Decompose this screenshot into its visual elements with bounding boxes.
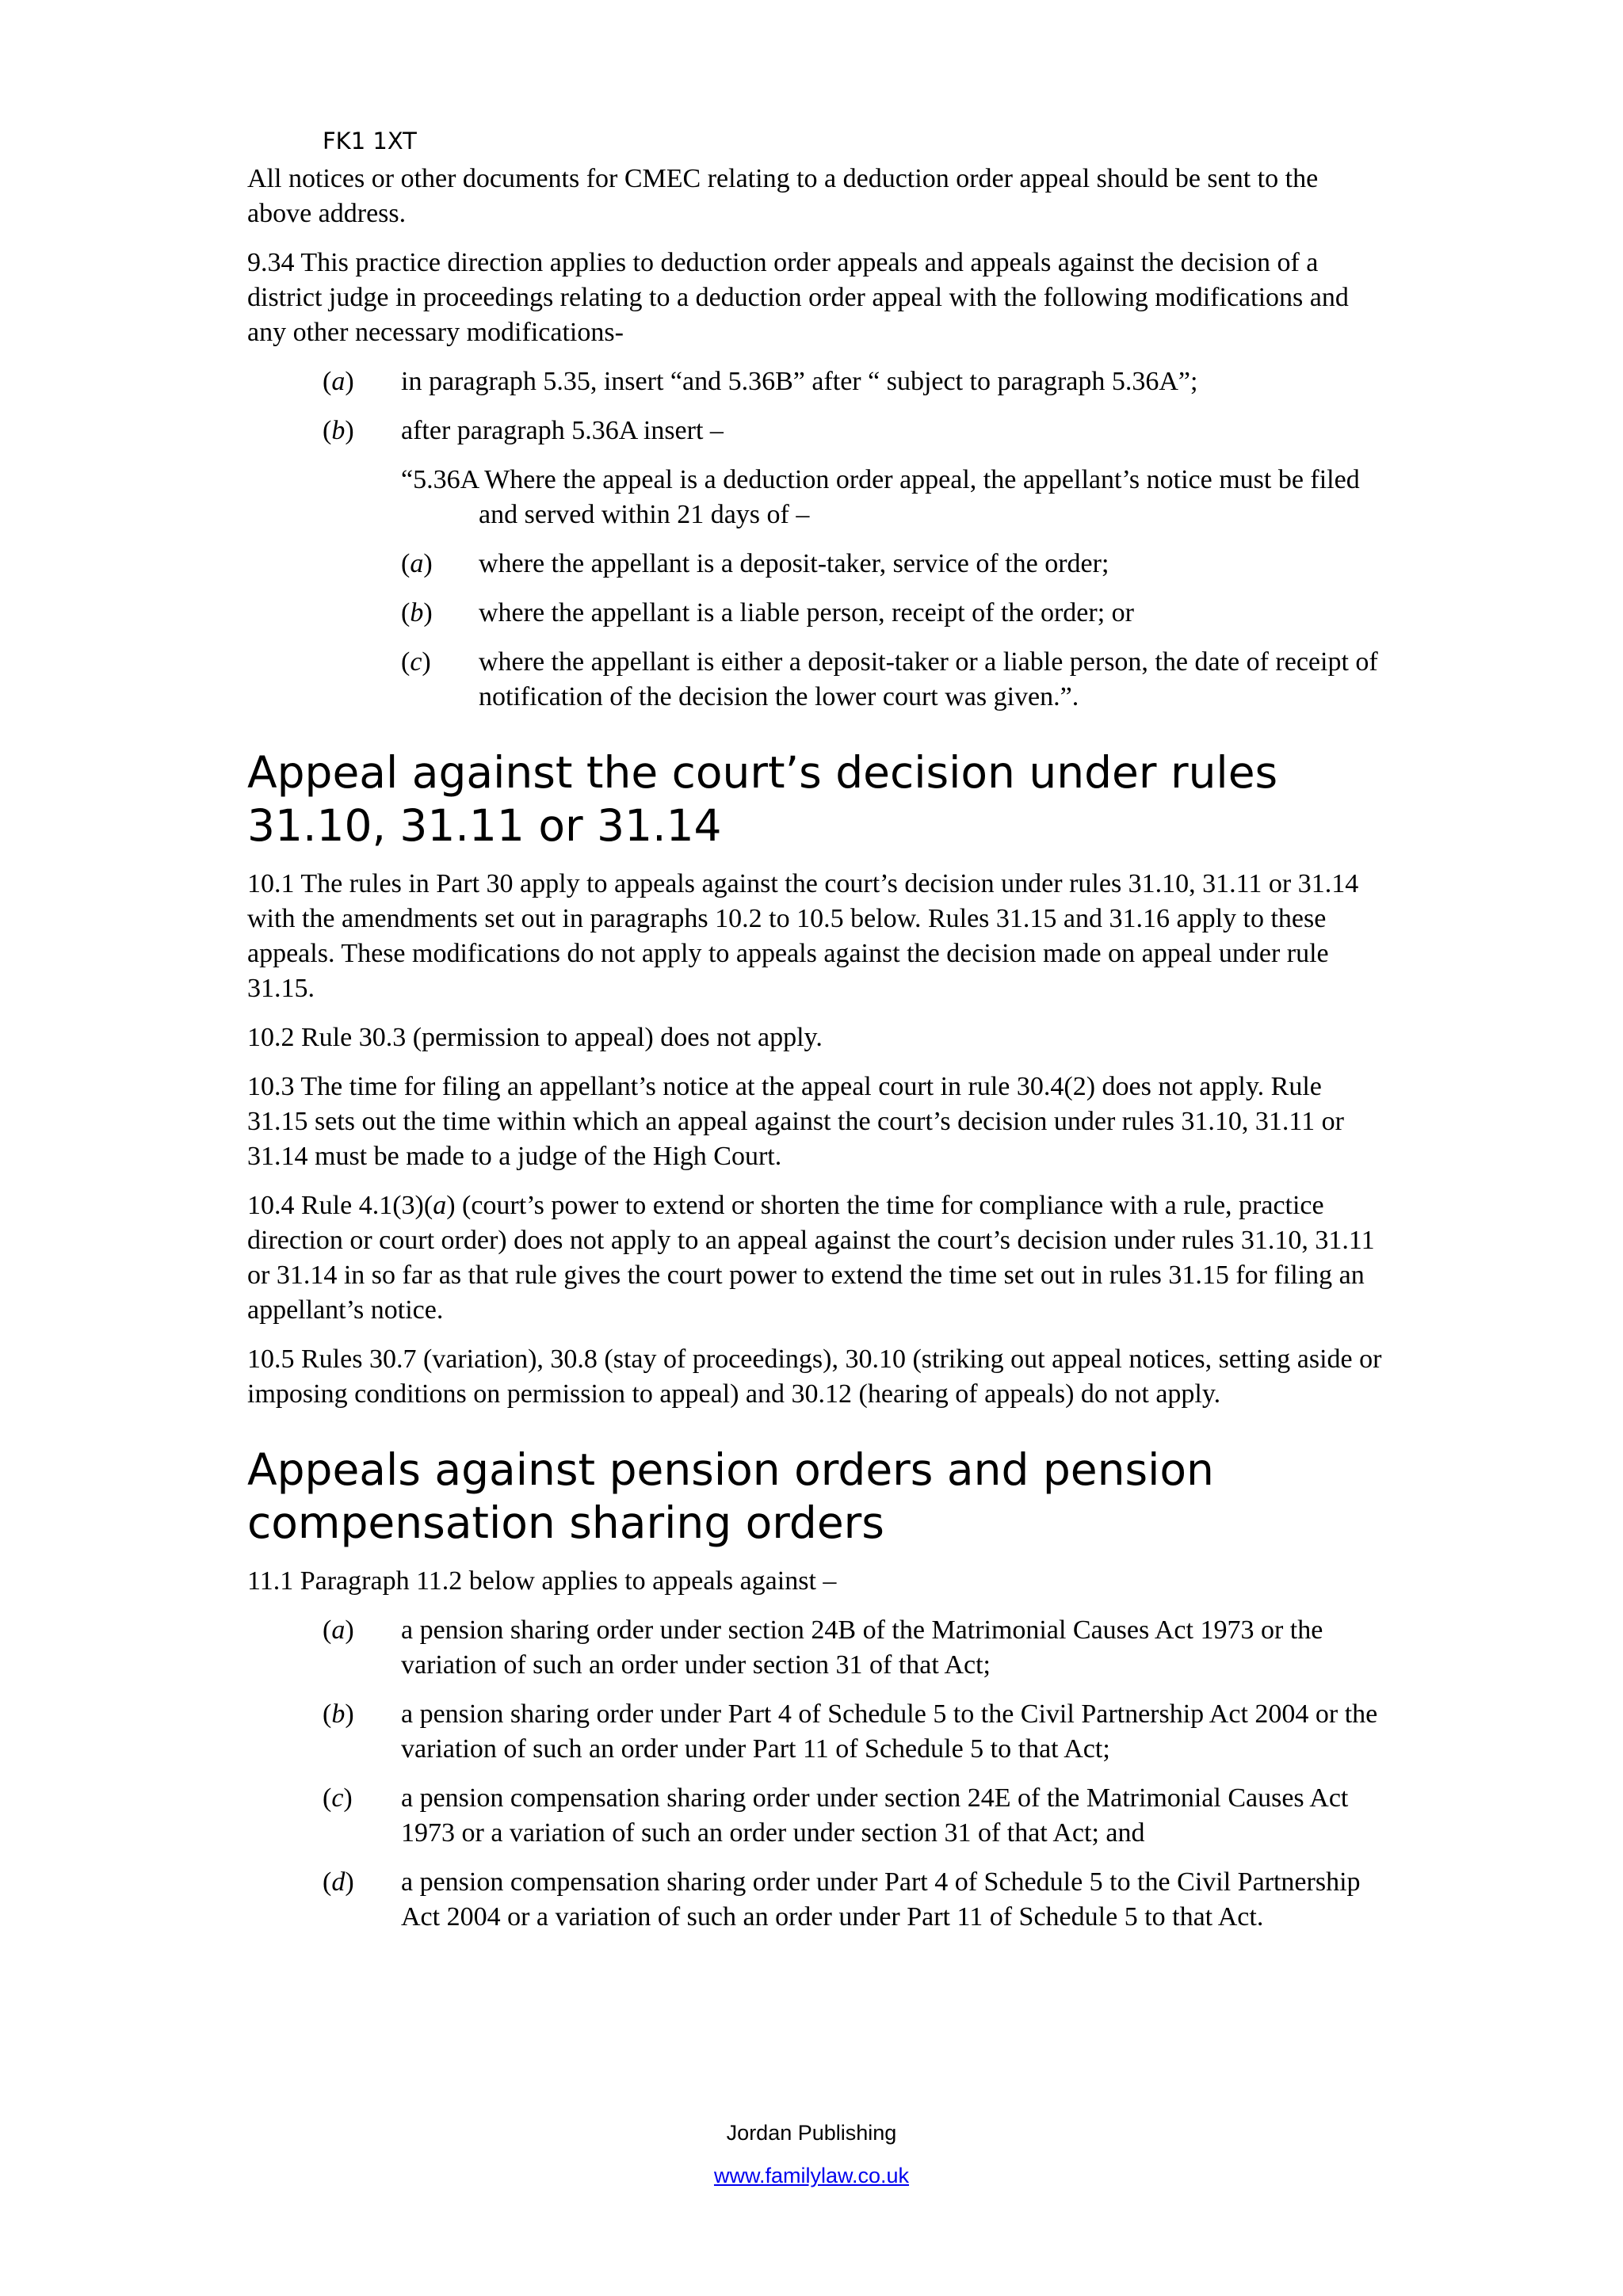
list-item-text: where the appellant is a deposit-taker, service of the order; — [479, 549, 1109, 578]
list-item — [247, 1697, 1388, 1767]
list-item — [247, 364, 1388, 399]
list-item-text: where the appellant is either a deposit-taker or a liable person, the date of receipt of notification of the decision the lower court was given.”. — [479, 647, 1378, 711]
paragraph-10-4: 10.4 Rule 4.1(3)(a) (court’s power to extend or shorten the time for compliance with a rule, practice direction or court order) does not apply to an appeal against the court’s decision under rules 31.10, 31.11 or 31.14 in so far as that rule gives the court power to extend the time set out in rules 31.15 for filing an appellant’s notice. — [247, 1191, 1375, 1325]
paragraph-11-1: 11.1 Paragraph 11.2 below applies to appeals against – — [247, 1566, 837, 1596]
list-item-text: in paragraph 5.35, insert “and 5.36B” after “ subject to paragraph 5.36A”; — [401, 367, 1198, 396]
list-item — [247, 1865, 1388, 1935]
list-item — [247, 596, 1388, 631]
list-item — [247, 414, 1388, 448]
footer-publisher: Jordan Publishing — [726, 2121, 897, 2145]
list-9-34 — [247, 364, 1388, 448]
section-heading-pension-orders: Appeals against pension orders and pension compensation sharing orders — [247, 1444, 1214, 1548]
list-item-text: a pension compensation sharing order under section 24E of the Matrimonial Causes Act 1973 or a variation of such an order under section 31 of that Act; and — [401, 1783, 1349, 1848]
list-item-text: where the appellant is a liable person, receipt of the order; or — [479, 598, 1134, 627]
list-11-1 — [247, 1613, 1388, 1935]
list-item — [247, 547, 1388, 582]
paragraph-10-2: 10.2 Rule 30.3 (permission to appeal) does not apply. — [247, 1023, 823, 1052]
list-marker: (b) — [323, 416, 354, 445]
list-5-36a — [247, 547, 1388, 715]
list-item-text: a pension compensation sharing order under Part 4 of Schedule 5 to the Civil Partnership Act 2004 or a variation of such an order under Part 11 of Schedule 5 to that Act. — [401, 1867, 1361, 1932]
list-item-text: after paragraph 5.36A insert – — [401, 416, 724, 445]
paragraph-10-5: 10.5 Rules 30.7 (variation), 30.8 (stay of proceedings), 30.10 (striking out appeal notices, setting aside or imposing conditions on permission to appeal) and 30.12 (hearing of appeals) do not apply. — [247, 1344, 1382, 1409]
document-page — [247, 124, 1388, 1949]
list-marker: (a) — [323, 1615, 354, 1645]
list-marker: (b) — [401, 598, 433, 627]
quote-5-36a: “5.36A Where the appeal is a deduction order appeal, the appellant’s notice must be filed and served within 21 days of – — [401, 465, 1360, 529]
footer-website-link[interactable]: www.familylaw.co.uk — [713, 2164, 910, 2187]
list-marker: (d) — [323, 1867, 354, 1897]
paragraph-notices: All notices or other documents for CMEC relating to a deduction order appeal should be sent to the above address. — [247, 164, 1319, 228]
list-item-text: a pension sharing order under Part 4 of Schedule 5 to the Civil Partnership Act 2004 or the variation of such an order under Part 11 of Schedule 5 to that Act; — [401, 1699, 1378, 1764]
list-item — [247, 1781, 1388, 1851]
paragraph-10-1: 10.1 The rules in Part 30 apply to appeals against the court’s decision under rules 31.10, 31.11 or 31.14 with the amendments set out in paragraphs 10.2 to 10.5 below. Rules 31.15 and 31.16 apply to these appeals. These modifications do not apply to appeals against the decision made on appeal under rule 31.15. — [247, 869, 1359, 1003]
paragraph-9-34: 9.34 This practice direction applies to deduction order appeals and appeals against the decision of a district judge in proceedings relating to a deduction order appeal with the following modifications and any other necessary modifications- — [247, 248, 1349, 347]
list-marker: (a) — [401, 549, 433, 578]
list-item — [247, 645, 1388, 715]
section-heading-rules-31: Appeal against the court’s decision under rules 31.10, 31.11 or 31.14 — [247, 747, 1278, 851]
list-marker: (c) — [323, 1783, 353, 1813]
address-postcode: FK1 1XT — [323, 128, 417, 154]
list-item — [247, 1613, 1388, 1683]
list-item-text: a pension sharing order under section 24B of the Matrimonial Causes Act 1973 or the variation of such an order under section 31 of that Act; — [401, 1615, 1323, 1680]
list-marker: (b) — [323, 1699, 354, 1729]
list-marker: (a) — [323, 367, 354, 396]
paragraph-10-3: 10.3 The time for filing an appellant’s notice at the appeal court in rule 30.4(2) does not apply. Rule 31.15 sets out the time within which an appeal against the court’s decision under rules 31.10, 31.11 or 31.14 must be made to a judge of the High Court. — [247, 1072, 1344, 1171]
list-marker: (c) — [401, 647, 431, 677]
